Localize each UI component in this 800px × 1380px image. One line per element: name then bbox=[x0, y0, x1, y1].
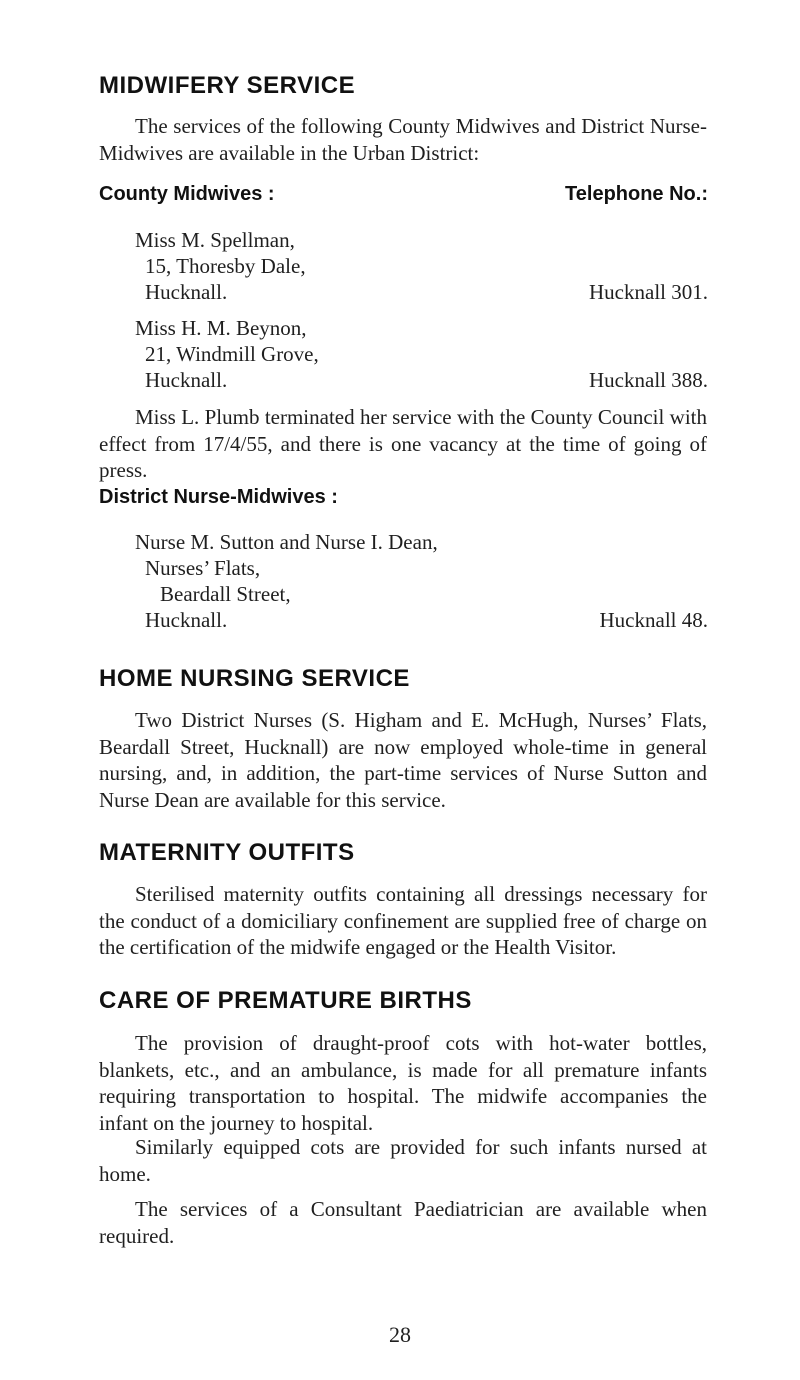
district-building: Nurses’ Flats, bbox=[145, 556, 261, 580]
page-number: 28 bbox=[389, 1322, 411, 1347]
district-phone: Hucknall 48. bbox=[599, 608, 708, 632]
midwife-1-name: Miss M. Spellman, bbox=[135, 228, 295, 252]
premature-heading: CARE OF PREMATURE BIRTHS bbox=[99, 987, 472, 1014]
home-nursing-heading: HOME NURSING SERVICE bbox=[99, 665, 410, 692]
district-names: Nurse M. Sutton and Nurse I. Dean, bbox=[135, 530, 438, 554]
maternity-text: Sterilised maternity outfits containing all dressings necessary for the conduct of a domiciliary confinement are supplied free of charge on the certification of the midwife engaged or the Health Visitor. bbox=[99, 882, 707, 959]
midwifery-heading: MIDWIFERY SERVICE bbox=[99, 72, 356, 99]
premature-para-3: The services of a Consultant Paediatrician are available when required. bbox=[99, 1197, 707, 1248]
county-midwives-label: County Midwives : bbox=[99, 183, 275, 205]
premature-para-2: Similarly equipped cots are provided for such infants nursed at home. bbox=[99, 1135, 707, 1186]
midwife-2-street: 21, Windmill Grove, bbox=[145, 342, 319, 366]
midwife-2-phone: Hucknall 388. bbox=[589, 368, 708, 392]
vacancy-note: Miss L. Plumb terminated her service with the County Council with effect from 17/4/55, and there is one vacancy at the time of going of press. bbox=[99, 405, 707, 482]
district-nurse-midwives-label: District Nurse-Midwives : bbox=[99, 486, 338, 508]
district-street: Beardall Street, bbox=[160, 582, 291, 606]
home-nursing-text: Two District Nurses (S. Higham and E. McHugh, Nurses’ Flats, Beardall Street, Hucknall) are now employed whole-time in general nursing, and, in addition, the part-time services of Nurse Sutton and Nurse Dean are available for this service. bbox=[99, 708, 707, 812]
midwife-1-phone: Hucknall 301. bbox=[589, 280, 708, 304]
district-town: Hucknall. bbox=[145, 608, 228, 632]
midwife-1-street: 15, Thoresby Dale, bbox=[145, 254, 306, 278]
midwife-2-town: Hucknall. bbox=[145, 368, 228, 392]
maternity-heading: MATERNITY OUTFITS bbox=[99, 839, 355, 866]
midwifery-intro: The services of the following County Midwives and District Nurse-Midwives are available in the Urban District: bbox=[99, 114, 707, 165]
telephone-label: Telephone No.: bbox=[565, 183, 708, 205]
midwife-1-town: Hucknall. bbox=[145, 280, 228, 304]
midwife-2-name: Miss H. M. Beynon, bbox=[135, 316, 307, 340]
premature-para-1: The provision of draught-proof cots with hot-water bottles, blankets, etc., and an ambulance, is made for all premature infants requiring transportation to hospital. The midwife accompanies the infant on the journey to hospital. bbox=[99, 1031, 707, 1135]
